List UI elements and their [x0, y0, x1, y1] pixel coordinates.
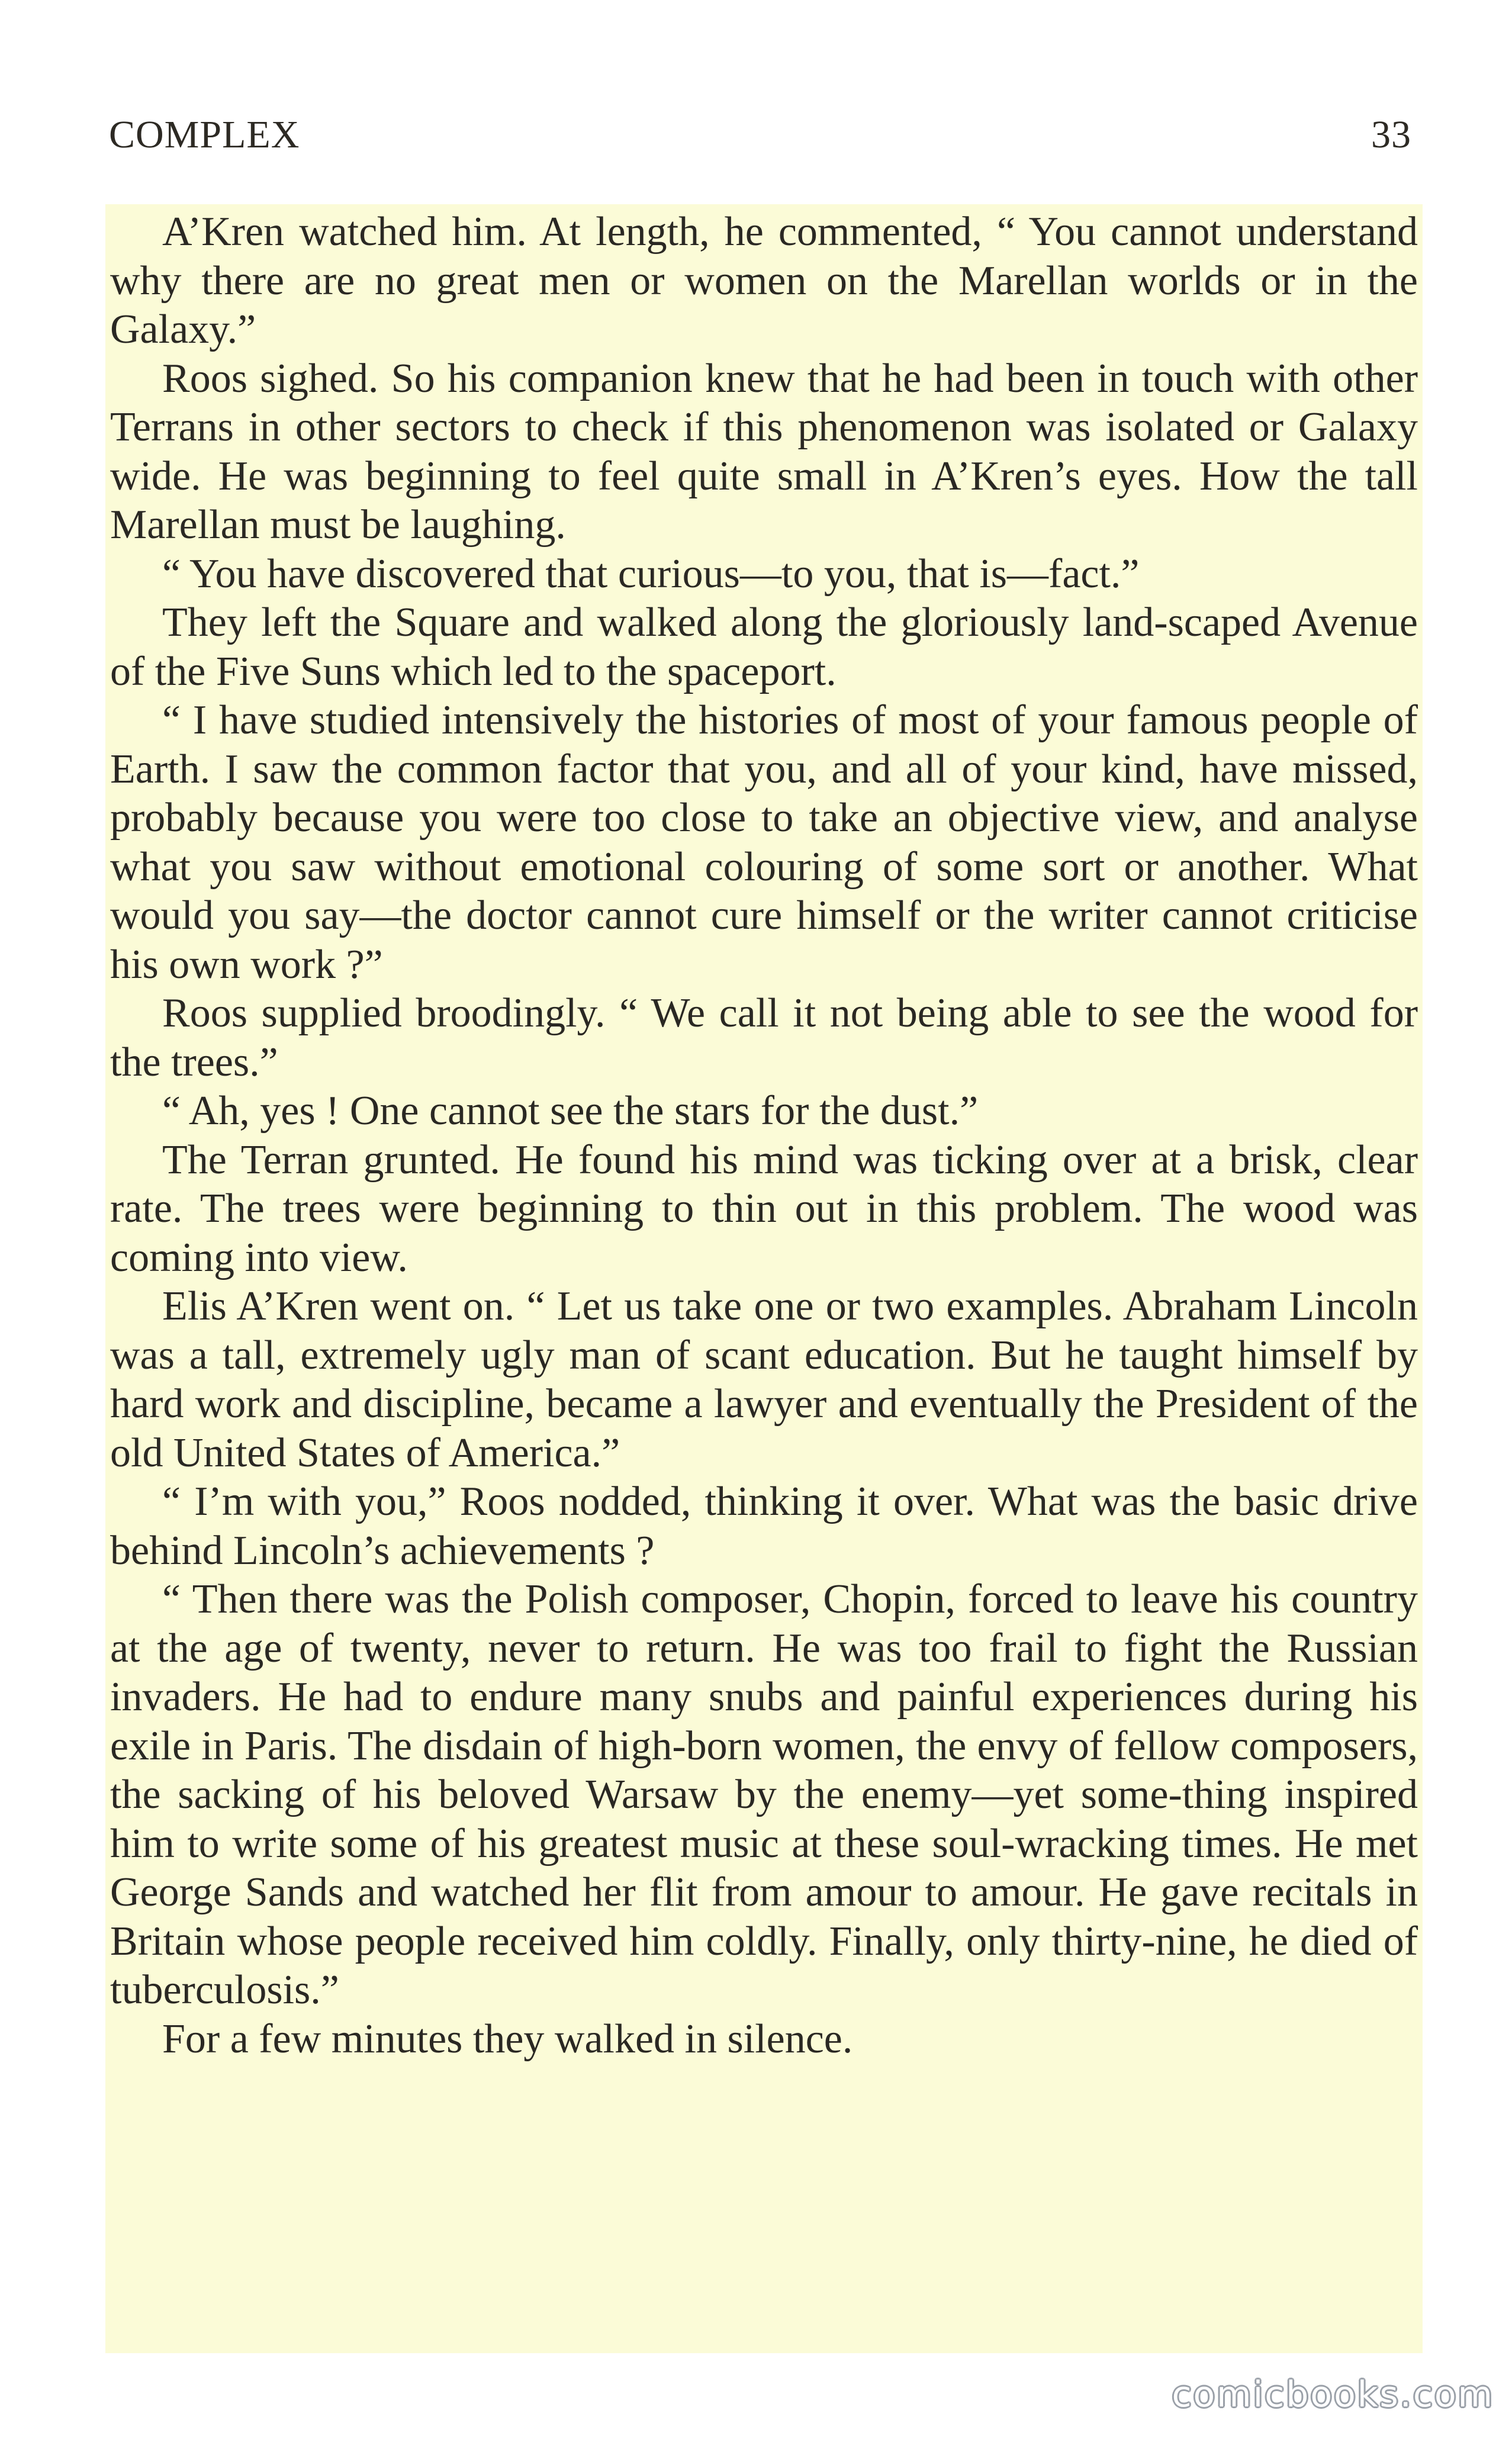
paragraph: They left the Square and walked along the gloriously land-scaped Avenue of the Five Suns which led to the spaceport.: [110, 600, 1418, 694]
page-header: [109, 112, 1411, 166]
paragraph: “ I have studied intensively the histories of most of your famous people of Earth. I saw the common factor that you, and all of your kind, have missed, probably because you were too close to take an objective view, and analyse what you saw without emotional colouring of some sort or another. What would you say—the doctor cannot cure himself or the writer cannot criticise his own work ?”: [110, 697, 1418, 987]
paragraph: The Terran grunted. He found his mind was ticking over at a brisk, clear rate. The trees were beginning to thin out in this problem. The wood was coming into view.: [110, 1137, 1418, 1280]
paragraph: A’Kren watched him. At length, he commented, “ You cannot understand why there are no great men or women on the Marellan worlds or in the Galaxy.”: [110, 209, 1418, 352]
page-number: 33: [1371, 113, 1411, 156]
paragraph: Roos supplied broodingly. “ We call it not being able to see the wood for the trees.”: [110, 990, 1418, 1085]
running-head: COMPLEX: [109, 113, 300, 156]
paragraph: “ Then there was the Polish composer, Chopin, forced to leave his country at the age of twenty, never to return. He was too frail to fight the Russian invaders. He had to endure many snubs and painful experiences during his exile in Paris. The disdain of high-born women, the envy of fellow composers, the sacking of his beloved Warsaw by the enemy—yet some-thing inspired him to write some of his greatest music at these soul-wracking times. He met George Sands and watched her flit from amour to amour. He gave recitals in Britain whose people received him coldly. Finally, only thirty-nine, he died of tuberculosis.”: [110, 1576, 1418, 2013]
paragraph: “ You have discovered that curious—to you, that is—fact.”: [162, 551, 1140, 597]
watermark-logo: comicbooks.com: [1172, 2374, 1494, 2415]
paragraph: “ Ah, yes ! One cannot see the stars for the dust.”: [162, 1088, 979, 1134]
paragraph: “ I’m with you,” Roos nodded, thinking it over. What was the basic drive behind Lincoln’s achievements ?: [110, 1479, 1418, 1573]
body-text: [105, 204, 1423, 2353]
paragraph: Roos sighed. So his companion knew that he had been in touch with other Terrans in other sectors to check if this phenomenon was isolated or Galaxy wide. He was beginning to feel quite small in A’Kren’s eyes. How the tall Marellan must be laughing.: [110, 355, 1418, 548]
paragraph: Elis A’Kren went on. “ Let us take one or two examples. Abraham Lincoln was a tall, extremely ugly man of scant education. But he taught himself by hard work and discipline, became a lawyer and eventually the President of the old United States of America.”: [110, 1283, 1418, 1476]
paragraph: For a few minutes they walked in silence.: [162, 2016, 853, 2062]
